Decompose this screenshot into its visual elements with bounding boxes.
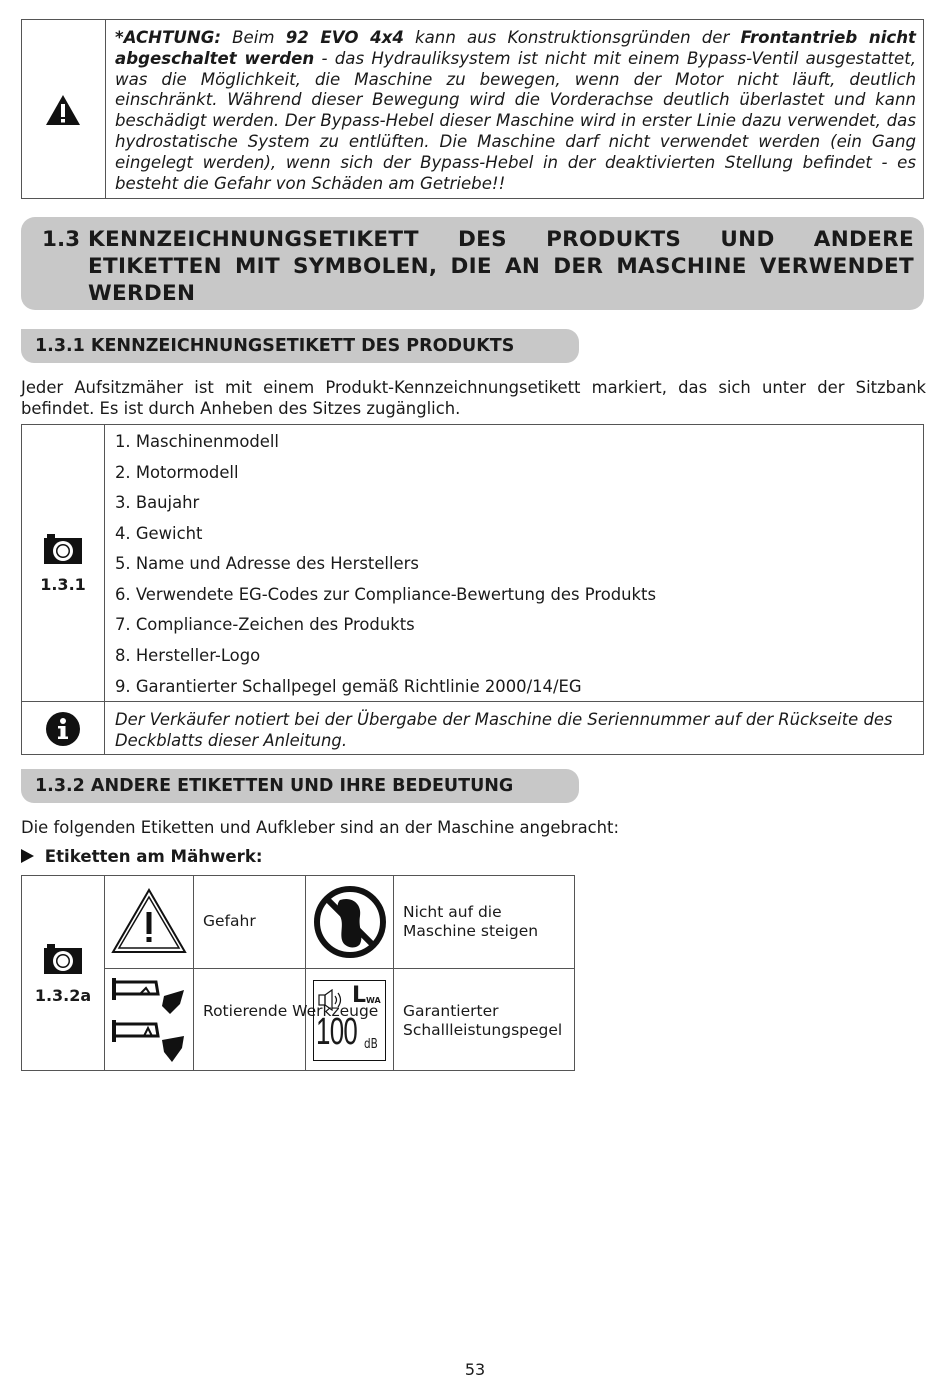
camera-icon bbox=[44, 944, 82, 974]
section-heading bbox=[21, 217, 924, 310]
label-danger: Gefahr bbox=[203, 912, 256, 930]
sound-unit: dB bbox=[364, 1037, 378, 1052]
sound-subscript: WA bbox=[366, 996, 381, 1005]
list-item: 9. Garantierter Schallpegel gemäß Richtlinie 2000/14/EG bbox=[115, 677, 582, 696]
sound-value: 100 bbox=[316, 1011, 358, 1053]
bullet-heading-text: Etiketten am Mähwerk: bbox=[44, 847, 263, 866]
danger-triangle-icon bbox=[111, 888, 187, 954]
sub2-intro: Die folgenden Etiketten und Aufkleber sind an der Maschine angebracht: bbox=[21, 818, 619, 837]
list-item: 3. Baujahr bbox=[115, 493, 200, 512]
label-rotating: Rotierende Werkzeuge bbox=[203, 1002, 379, 1020]
warning-triangle-icon bbox=[45, 94, 81, 126]
sub1-intro: Jeder Aufsitzmäher ist mit einem Produkt-Kennzeichnungsetikett markiert, das sich unter der Sitzbank befindet. Es ist durch Anheben des Sitzes zugänglich. bbox=[21, 378, 926, 418]
sound-level-symbol bbox=[313, 980, 386, 1061]
info-note: Der Verkäufer notiert bei der Übergabe der Maschine die Seriennummer auf der Rückseite des Deckblatts dieser Anleitung. bbox=[115, 710, 893, 750]
section-title: KENNZEICHNUNGSETIKETT DES PRODUKTS UND ANDERE ETIKETTEN MIT SYMBOLEN, DIE AN DER MASCHINE VERWENDET WERDEN bbox=[88, 227, 914, 306]
warning-text: *ACHTUNG: Beim 92 EVO 4x4 kann aus Konstruktionsgründen der Frontantrieb nicht abgeschaltet werden - das Hydrauliksystem ist nicht mit einem Bypass-Ventil ausgestattet, was die Möglichkeit, die Maschine zu bewegen, wenn der Motor nicht läuft, deutlich einschränkt. Während dieser Bewegung wird die Vorderachse deutlich überlastet und kann beschädigt werden. Der Bypass-Hebel dieser Maschine wird in erster Linie dazu verwendet, das hydrostatische System zu entlüften. Die Maschine darf nicht verwendet werden (ein Gang eingelegt werden), wenn sich der Bypass-Hebel in der deaktivierten Stellung befindet - es besteht die Gefahr von Schäden am Getriebe!! bbox=[115, 28, 916, 193]
list-item: 7. Compliance-Zeichen des Produkts bbox=[115, 615, 415, 634]
triangle-bullet-icon bbox=[21, 849, 34, 863]
list-item: 5. Name und Adresse des Herstellers bbox=[115, 554, 419, 573]
label-info-table bbox=[21, 424, 924, 755]
warning-box bbox=[21, 19, 924, 199]
list-item: 1. Maschinenmodell bbox=[115, 432, 279, 451]
no-step-icon bbox=[312, 884, 388, 960]
camera-icon bbox=[44, 534, 82, 564]
bullet-heading bbox=[21, 847, 263, 866]
figure-ref-1-3-1: 1.3.1 bbox=[40, 575, 86, 594]
label-sound: Garantierter Schallleistungspegel bbox=[403, 1002, 563, 1039]
list-item: 8. Hersteller-Logo bbox=[115, 646, 261, 665]
subsection-heading-1 bbox=[21, 329, 579, 363]
list-item: 4. Gewicht bbox=[115, 524, 203, 543]
list-item: 2. Motormodell bbox=[115, 463, 239, 482]
deck-labels-table bbox=[21, 875, 575, 1071]
figure-ref-1-3-2a: 1.3.2a bbox=[34, 986, 92, 1005]
subsection-heading-2 bbox=[21, 769, 579, 803]
label-no-step: Nicht auf die Maschine steigen bbox=[403, 903, 539, 940]
speaker-icon bbox=[318, 989, 346, 1011]
sound-l-letter: L bbox=[352, 983, 367, 1008]
subsection-title-1: 1.3.1 KENNZEICHNUNGSETIKETT DES PRODUKTS bbox=[35, 336, 515, 356]
page-number: 53 bbox=[464, 1360, 486, 1379]
list-item: 6. Verwendete EG-Codes zur Compliance-Bewertung des Produkts bbox=[115, 585, 656, 604]
section-number: 1.3 bbox=[42, 227, 81, 252]
rotating-blades-icon bbox=[110, 976, 188, 1064]
info-icon bbox=[46, 712, 80, 746]
subsection-title-2: 1.3.2 ANDERE ETIKETTEN UND IHRE BEDEUTUNG bbox=[35, 776, 514, 796]
warning-icon-cell bbox=[22, 20, 106, 198]
